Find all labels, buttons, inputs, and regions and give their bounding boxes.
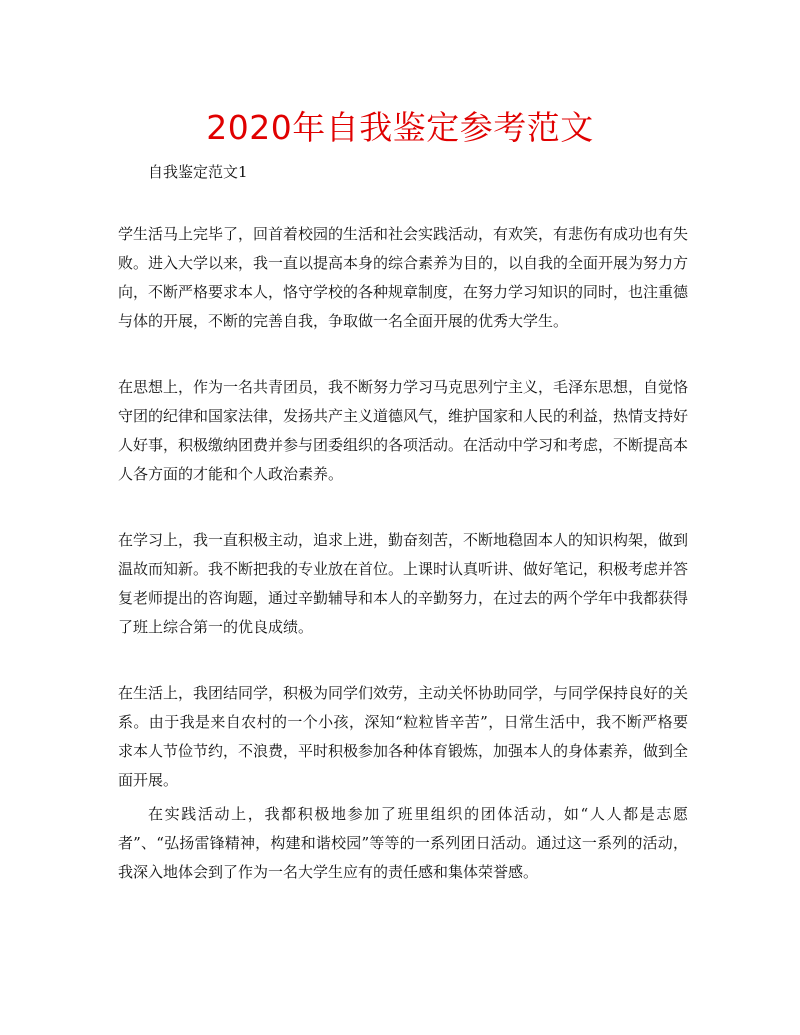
paragraph-thought: 在思想上，作为一名共青团员，我不断努力学习马克思列宁主义，毛泽东思想，自觉恪守团的纪律和国家法律，发扬共产主义道德风气，维护国家和人民的利益，热情支持好人好事，积极缴纳团费并参与团委组织的各项活动。在活动中学习和考虑，不断提高本人各方面的才能和个人政治素养。 [118, 378, 689, 483]
paragraph-introduction: 学生活马上完毕了，回首着校园的生活和社会实践活动，有欢笑，有悲伤有成功也有失败。进入大学以来，我一直以提高本身的综合素养为目的，以自我的全面开展为努力方向，不断严格要求本人，恪守学校的各种规章制度，在努力学习知识的同时，也注重德与体的开展，不断的完善自我，争取做一名全面开展的优秀大学生。 [118, 225, 689, 330]
section-heading: 自我鉴定范文1 [148, 163, 248, 181]
paragraph-study: 在学习上，我一直积极主动，追求上进，勤奋刻苦，不断地稳固本人的知识构架，做到温故而知新。我不断把我的专业放在首位。上课时认真听讲、做好笔记，积极考虑并答复老师提出的咨询题，通过辛勤辅导和本人的辛勤努力，在过去的两个学年中我都获得了班上综合第一的优良成绩。 [118, 531, 689, 636]
paragraph-practice: 在实践活动上，我都积极地参加了班里组织的团体活动，如“人人都是志愿者”、“弘扬雷锋精神，构建和谐校园”等等的一系列团日活动。通过这一系列的活动，我深入地体会到了作为一名大学生应有的责任感和集体荣誉感。 [118, 805, 688, 881]
paragraph-life: 在生活上，我团结同学，积极为同学们效劳，主动关怀协助同学，与同学保持良好的关系。由于我是来自农村的一个小孩，深知“粒粒皆辛苦”，日常生活中，我不断严格要求本人节俭节约，不浪费，平时积极参加各种体育锻炼，加强本人的身体素养，做到全面开展。 [118, 684, 689, 789]
document-title: 2020年自我鉴定参考范文 [206, 108, 594, 147]
